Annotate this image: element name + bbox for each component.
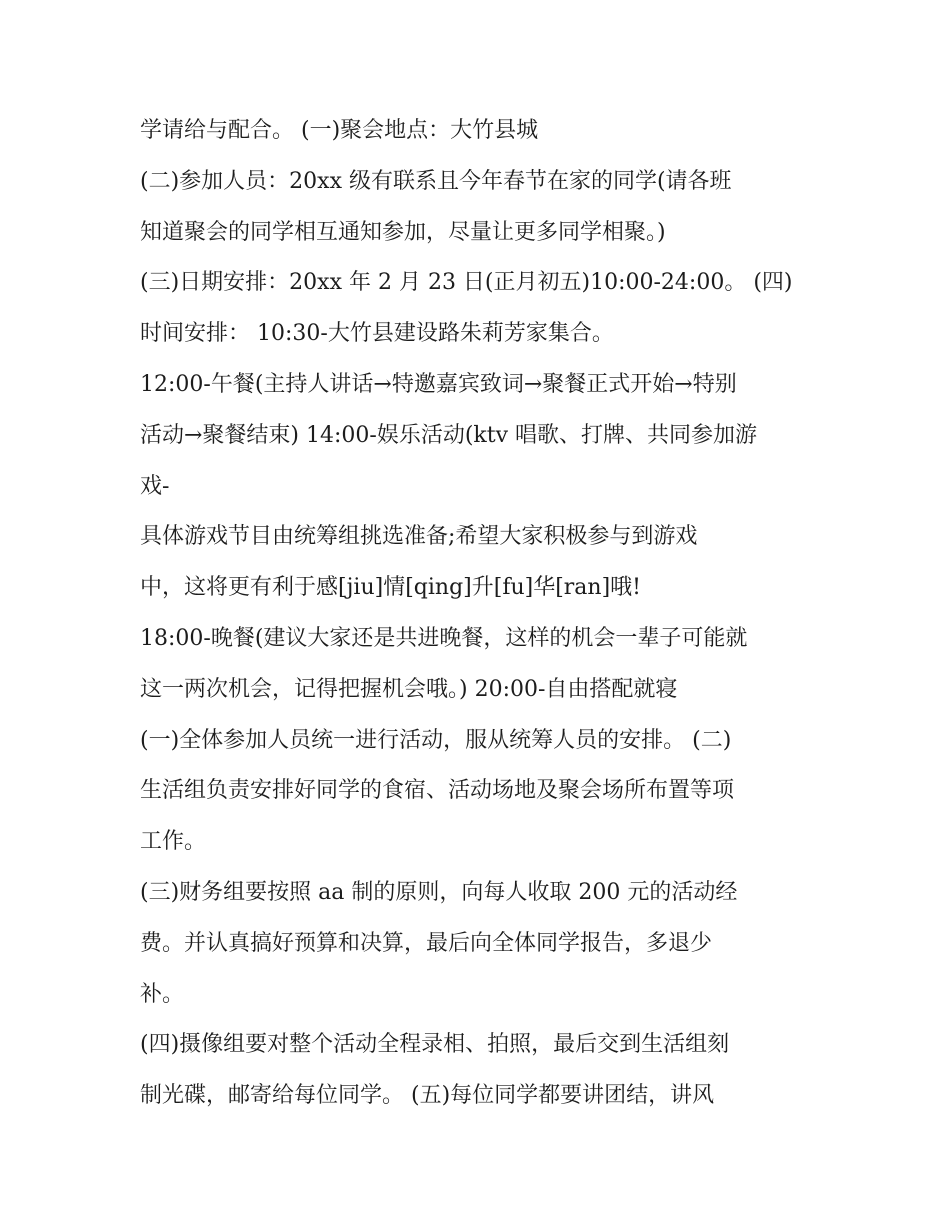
text-line: 具体游戏节目由统筹组挑选准备;希望大家积极参与到游戏	[140, 524, 698, 550]
text-line: (一)全体参加人员统一进行活动，服从统筹人员的安排。 (二)	[140, 727, 732, 753]
text-line: 知道聚会的同学相互通知参加，尽量让更多同学相聚。)	[140, 219, 666, 245]
text-line: 制光碟，邮寄给每位同学。 (五)每位同学都要讲团结，讲风	[140, 1083, 715, 1109]
text-line: 中，这将更有利于感[jiu]情[qing]升[fu]华[ran]哦!	[140, 575, 642, 601]
text-line: 这一两次机会，记得把握机会哦。) 20:00-自由搭配就寝	[140, 676, 678, 702]
text-line: (二)参加人员：20xx 级有联系且今年春节在家的同学(请各班	[140, 168, 732, 194]
text-line: (三)财务组要按照 aa 制的原则，向每人收取 200 元的活动经	[140, 879, 738, 905]
text-line: (三)日期安排：20xx 年 2 月 23 日(正月初五)10:00-24:00。 (四)	[140, 270, 793, 296]
text-line: (四)摄像组要对整个活动全程录相、拍照，最后交到生活组刻	[140, 1032, 730, 1058]
text-line: 补。	[140, 981, 185, 1007]
text-line: 工作。	[140, 829, 207, 855]
text-line: 生活组负责安排好同学的食宿、活动场地及聚会场所布置等项	[140, 778, 735, 804]
text-line: 费。并认真搞好预算和决算，最后向全体同学报告，多退少	[140, 930, 713, 956]
document-body	[140, 106, 830, 1122]
text-line: 戏-	[140, 473, 170, 499]
text-line: 活动→聚餐结束) 14:00-娱乐活动(ktv 唱歌、打牌、共同参加游	[140, 422, 758, 448]
text-line: 时间安排： 10:30-大竹县建设路朱莉芳家集合。	[140, 321, 614, 347]
text-line: 18:00-晚餐(建议大家还是共进晚餐，这样的机会一辈子可能就	[140, 625, 748, 651]
text-line: 12:00-午餐(主持人讲话→特邀嘉宾致词→聚餐正式开始→特别	[140, 371, 737, 397]
text-line: 学请给与配合。 (一)聚会地点：大竹县城	[140, 118, 539, 143]
